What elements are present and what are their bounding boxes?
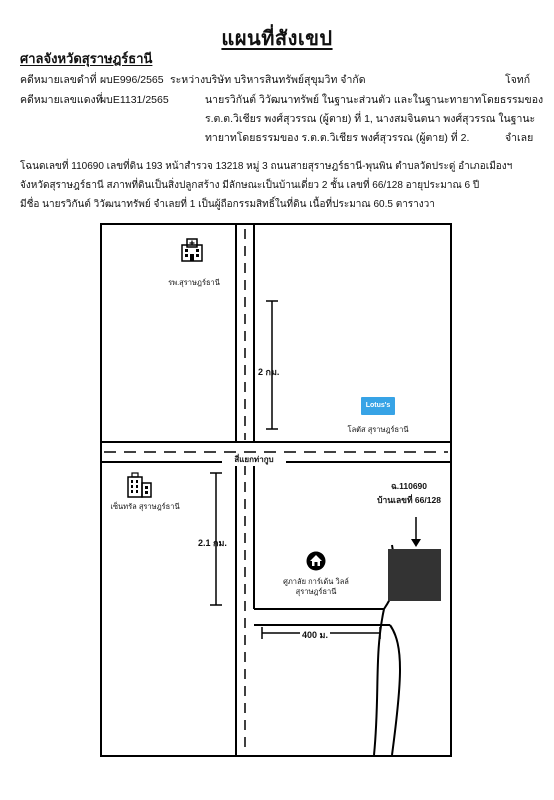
plot-deed-label: ฉ.110690 <box>390 481 428 491</box>
plaintiff-role: โจทก์ <box>505 74 531 86</box>
lotus-logo: Lotus's <box>361 397 395 415</box>
between-label: ระหว่าง <box>170 74 206 86</box>
defendant-line-3: ทายาทโดยธรรมของ ร.ต.ต.วิเชียร พงศ์สุวรรณ (ผู้ตาย) ที่ 2. <box>205 132 470 144</box>
defendant-line-2: ร.ต.ต.วิเชียร พงศ์สุวรรณ (ผู้ตาย) ที่ 1, นางสมจินตนา พงศ์สุวรรณ ในฐานะ <box>205 113 536 125</box>
distance-mid-label: 2.1 กม. <box>198 538 227 548</box>
home-icon <box>306 551 326 571</box>
intersection-label: สี่แยกท่ากูบ <box>222 453 286 466</box>
hospital-label: รพ.สุราษฎร์ธานี <box>168 278 220 287</box>
page-title: แผนที่สังเขป <box>221 28 333 50</box>
mall-icon <box>124 471 154 499</box>
defendant-role: จำเลย <box>505 132 534 144</box>
court-name: ศาลจังหวัดสุราษฎร์ธานี <box>20 51 153 66</box>
property-line-2: จังหวัดสุราษฎร์ธานี สภาพที่ดินเป็นสิ่งปลูกสร้าง มีลักษณะเป็นบ้านเดี่ยว 2 ชั้น เลขที่ 66/128 อายุประมาณ 6 ปี <box>20 180 480 191</box>
sketch-map <box>100 223 452 757</box>
red-case-number: ผบE1131/2565 <box>100 94 169 106</box>
distance-top-label: 2 กม. <box>258 367 280 377</box>
plot-marker <box>388 549 441 601</box>
distance-bottom-label: 400 ม. <box>302 630 328 640</box>
black-case-label: คดีหมายเลขดำที่ <box>20 74 97 86</box>
hospital-icon <box>179 237 205 263</box>
village-label-2: สุราษฎร์ธานี <box>295 587 337 596</box>
defendant-line-1: นายรวิกันต์ วิวัฒนาทรัพย์ ในฐานะส่วนตัว และในฐานะทายาทโดยธรรมของ <box>205 94 544 106</box>
red-case-label: คดีหมายเลขแดงที่ <box>20 94 103 106</box>
black-case-number: ผบE996/2565 <box>100 74 164 86</box>
plot-house-label: บ้านเลขที่ 66/128 <box>377 495 441 505</box>
property-line-3: มีชื่อ นายรวิกันต์ วิวัฒนาทรัพย์ จำเลยที่ 1 เป็นผู้ถือกรรมสิทธิ์ในที่ดิน เนื้อที่ประมาณ 60.5 ตารางวา <box>20 199 435 210</box>
village-label-1: ศูภาลัย การ์เด้น วิลล์ <box>283 577 349 586</box>
plaintiff-name: บริษัท บริหารสินทรัพย์สุขุมวิท จำกัด <box>205 74 366 86</box>
property-line-1: โฉนดเลขที่ 110690 เลขที่ดิน 193 หน้าสำรวจ 13218 หมู่ 3 ถนนสายสุราษฎร์ธานี-พุนพิน ตำบลวัดประดู่ อำเภอเมืองฯ <box>20 161 513 172</box>
lotus-label: โลตัส สุราษฎร์ธานี <box>347 425 409 434</box>
central-label: เซ็นทรัล สุราษฎร์ธานี <box>110 502 180 511</box>
